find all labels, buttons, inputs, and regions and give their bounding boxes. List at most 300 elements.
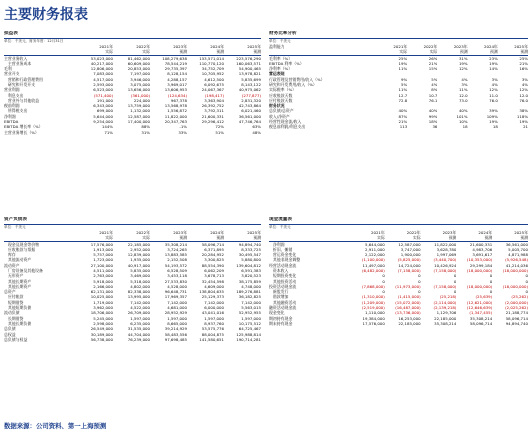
ratios-header-type: 预测: [490, 48, 498, 54]
ratios-row-label: 行政管理及营销费用/收入（%）: [269, 76, 325, 82]
cashflow-row-label: 折旧、摊销: [269, 246, 293, 252]
cashflow-cell: 0: [489, 278, 493, 284]
balance-header-type: 预测: [179, 234, 187, 240]
cashflow-cell: 21,188,774: [505, 310, 528, 316]
balance-cell: 44,704,000: [127, 331, 150, 337]
balance-cell: 138,804,635: [199, 289, 224, 295]
ratios-cell: 39%: [489, 108, 498, 114]
ratios-panel: [269, 31, 528, 130]
cashflow-cell: 5,644,000: [364, 241, 385, 247]
income-cell: 81,462,000: [127, 55, 150, 61]
balance-row-label: 其他长期资产: [4, 283, 32, 289]
cashflow-cell: 0: [382, 289, 385, 295]
balance-row-label: 厂房设备及其他设备: [4, 267, 43, 273]
income-cell: 6,523,000: [93, 87, 113, 93]
ratios-header-row: [269, 44, 528, 56]
cashflow-cell: 0: [525, 273, 528, 279]
ratios-cell: 16%: [519, 66, 528, 72]
ratios-cell: 40%: [398, 108, 408, 114]
income-cell: 13,606,953: [164, 87, 187, 93]
income-row-label: 主营业务成本: [4, 60, 32, 66]
balance-cell: 2,152,508: [167, 257, 187, 263]
income-cell: 4,612,500: [204, 76, 224, 82]
income-cell: 2,831,320: [241, 97, 261, 103]
balance-cell: 1,597,000: [167, 315, 187, 321]
cashflow-header-row: [269, 230, 528, 242]
income-cell: 3,792,311: [204, 108, 224, 114]
ratios-row-label: 实际税率（%）: [269, 87, 297, 93]
ratios-cell: 38%: [519, 108, 528, 114]
balance-cell: 62,131,000: [90, 289, 113, 295]
balance-cell: 3,453,118: [167, 273, 187, 279]
balance-cell: 76,239,000: [127, 336, 150, 342]
balance-header-year: 2022年: [136, 229, 150, 235]
cashflow-header-col: [421, 230, 457, 240]
cashflow-cell: 0: [453, 278, 457, 284]
ratios-cell: 21%: [519, 60, 528, 66]
income-cell: 7,197,000: [130, 71, 150, 77]
balance-cell: 190,714,281: [236, 336, 261, 342]
balance-cell: 5,835,000: [130, 267, 150, 273]
income-cell: 1,132,000: [130, 108, 150, 114]
ratios-header-col: [377, 44, 407, 54]
balance-header-year: 2025年: [247, 229, 261, 235]
income-header-type: 实际: [142, 48, 150, 54]
balance-row-label: 流动资产: [4, 262, 20, 268]
ratios-cell: 4%: [461, 76, 468, 82]
ratios-cell: 11%: [458, 87, 468, 93]
balance-cell: 64,725,467: [238, 326, 261, 332]
income-cell: 78,544,219: [164, 60, 187, 66]
income-row-label: 净利润: [4, 113, 16, 119]
income-header-col: [187, 44, 224, 54]
balance-cell: 2,763,000: [93, 273, 113, 279]
ratios-header-year: 2023年: [453, 43, 468, 49]
balance-title: 资产负债表: [4, 217, 27, 222]
ratios-header-year: 2024年: [484, 43, 498, 49]
cashflow-cell: (6,482,000): [361, 267, 385, 273]
ratios-cell: 18: [492, 124, 498, 130]
cashflow-row-label: 其他融资活动: [269, 299, 297, 305]
balance-cell: 8,333,725: [241, 246, 261, 252]
income-header-col: [150, 44, 187, 54]
income-row-label: 营业外与其他收益: [4, 97, 40, 103]
ratios-row-label: 收入/净资产: [269, 113, 290, 119]
ratios-row-label: 净利率（%）: [269, 66, 293, 72]
balance-cell: 17,576,000: [90, 241, 113, 247]
income-cell: 224,000: [133, 97, 150, 103]
cashflow-cell: 3,747,000: [400, 246, 421, 252]
cashflow-cell: (2,025,262): [505, 305, 528, 311]
cashflow-cell: 17,576,000: [362, 320, 385, 326]
balance-cell: 30,189,000: [90, 331, 113, 337]
cashflow-cell: (5,926,548): [505, 257, 528, 263]
income-cell: 13,759,000: [127, 103, 150, 109]
ratios-cell: 76.1: [428, 97, 438, 103]
balance-cell: 6,000,000: [204, 305, 224, 311]
income-cell: 71%: [104, 129, 113, 135]
ratios-row-label: 营运表现: [269, 71, 285, 77]
ratios-cell: 21%: [428, 60, 438, 66]
income-row-label: EBITDA: [4, 119, 19, 125]
ratios-cell: 19%: [519, 119, 528, 125]
ratios-cell: 21: [523, 124, 528, 130]
balance-header-year: 2024年: [210, 229, 224, 235]
income-cell: 4,517,000: [93, 76, 113, 82]
balance-cell: 26,709,000: [127, 310, 150, 316]
income-header-col: [76, 44, 113, 54]
data-source-footnote: 数据来源：公司资料、第一上海预测: [4, 422, 107, 430]
income-cell: 699,000: [96, 108, 113, 114]
balance-cell: 3,724,265: [167, 246, 187, 252]
balance-row-label: 总负债与权益: [4, 336, 28, 342]
balance-cell: 54,193,572: [164, 262, 187, 268]
ratios-cell: 36: [432, 124, 438, 130]
income-unit: 单位：千美元，财务年度：12月31日: [4, 38, 64, 43]
cashflow-row-label: 经营活动现金流: [269, 262, 297, 268]
cashflow-cell: 22,185,000: [398, 320, 421, 326]
cashflow-cell: (11,973,000): [395, 283, 421, 289]
balance-cell: 1,913,000: [93, 246, 113, 252]
cashflow-cell: (15,072,000): [395, 299, 421, 305]
balance-cell: 5,318,000: [130, 278, 150, 284]
cashflow-cell: 41,214,036: [505, 262, 528, 268]
ratios-cell: 23%: [489, 55, 498, 61]
ratios-cell: 10%: [458, 119, 468, 125]
balance-row-label: 总负债: [4, 326, 16, 332]
balance-cell: 4,528,000: [167, 283, 187, 289]
income-title: 损益表: [4, 31, 18, 36]
ratios-cell: 21%: [398, 119, 408, 125]
ratios-cell: 11%: [398, 66, 408, 72]
balance-cell: 3,469,000: [130, 273, 150, 279]
cashflow-cell: 1,900,000: [400, 252, 421, 258]
ratios-cell: 101%: [456, 113, 468, 119]
balance-cell: 4,609,000: [204, 283, 224, 289]
balance-header-year: 2023年: [173, 229, 187, 235]
balance-cell: 189,276,881: [236, 289, 261, 295]
cashflow-row-label: 其他非现金调整: [269, 257, 301, 263]
cashflow-cell: (16,487,000): [395, 305, 421, 311]
income-cell: (361,000): [130, 92, 150, 98]
balance-cell: 4,681,000: [167, 305, 187, 311]
cashflow-row-label: 融资活动现金流: [269, 305, 297, 311]
ratios-cell: 9%: [401, 76, 408, 82]
balance-cell: 18,706,000: [90, 310, 113, 316]
balance-cell: 7,142,000: [241, 299, 261, 305]
ratios-cell: 12.0: [519, 92, 528, 98]
cashflow-cell: 21,600,331: [469, 241, 493, 247]
ratios-row: [269, 124, 528, 129]
ratios-cell: 99%: [428, 113, 438, 119]
balance-row-label: 流动负债: [4, 310, 20, 316]
cashflow-cell: 4,871,988: [508, 252, 528, 258]
cashflow-header-col: [456, 230, 492, 240]
cashflow-header-label: [269, 230, 349, 240]
cashflow-header-type: 实际: [377, 234, 385, 240]
income-cell: 12,806,000: [90, 66, 113, 72]
balance-cell: 125,988,814: [236, 331, 261, 337]
ratios-cell: 25%: [519, 55, 528, 61]
cashflow-cell: 35,308,214: [469, 315, 493, 321]
balance-cell: 5,880,800: [241, 257, 261, 263]
ratios-cell: 8%: [431, 87, 438, 93]
cashflow-cell: (1,415,000): [397, 294, 421, 300]
income-cell: 967,378: [170, 97, 187, 103]
income-cell: 29,296,412: [201, 119, 224, 125]
balance-cell: 27,100,000: [90, 262, 113, 268]
cashflow-cell: (18,000,000): [502, 283, 528, 289]
balance-cell: 4,802,000: [130, 283, 150, 289]
cashflow-cell: 3,628,780: [436, 246, 457, 252]
income-cell: 5,835,699: [241, 76, 261, 82]
income-cell: 20,347,763: [164, 119, 187, 125]
ratios-row-label: 应收账款天数: [269, 92, 293, 98]
cashflow-cell: (18,000,000): [466, 267, 493, 273]
ratios-cell: 12.0: [458, 92, 468, 98]
balance-row-label: 其他长期资产: [4, 278, 32, 284]
cashflow-cell: 0: [418, 273, 421, 279]
income-cell: 5,644,000: [93, 113, 113, 119]
income-cell: 33%: [178, 129, 187, 135]
balance-cell: 1,597,000: [130, 315, 150, 321]
cashflow-cell: (1,310,000): [361, 294, 385, 300]
cashflow-header-type: 预测: [520, 234, 528, 240]
ratios-cell: 73.0: [458, 97, 468, 103]
ratios-cell: 118%: [516, 113, 528, 119]
income-row-label: 主营业务收入: [4, 55, 28, 61]
cashflow-cell: (18,000,000): [466, 283, 493, 289]
balance-cell: 25,129,373: [201, 294, 224, 300]
cashflow-cell: (2,519,000): [361, 305, 385, 311]
ratios-cell: 26%: [428, 55, 438, 61]
balance-header-year: 2021年: [99, 229, 113, 235]
cashflow-cell: 58,096,714: [505, 315, 528, 321]
balance-cell: 43,041,016: [201, 310, 224, 316]
balance-row: [4, 337, 261, 342]
cashflow-cell: 0: [453, 273, 457, 279]
cashflow-row-label: 新股发行: [269, 289, 289, 295]
ratios-cell: 12%: [458, 66, 468, 72]
balance-header-row: [4, 230, 261, 242]
cashflow-cell: (1,209,000): [361, 299, 385, 305]
balance-cell: 35,308,214: [164, 241, 187, 247]
balance-cell: 17,969,357: [164, 294, 187, 300]
cashflow-title: 现金流量表: [269, 217, 292, 222]
cashflow-cell: 14,724,000: [398, 262, 421, 268]
balance-cell: 6,062,209: [204, 267, 224, 273]
balance-panel: [4, 217, 261, 342]
balance-cell: 139,604,812: [236, 262, 261, 268]
balance-header-col: [113, 230, 150, 240]
cashflow-cell: 94,894,740: [505, 320, 528, 326]
cashflow-row-label: 期末持有现金: [269, 320, 293, 326]
income-cell: 9,254,000: [93, 119, 113, 125]
cashflow-header-col: [385, 230, 421, 240]
cashflow-row-label: 投资活动现金流: [269, 283, 297, 289]
cashflow-cell: (2,139,218): [433, 305, 457, 311]
balance-cell: 82,338,000: [127, 289, 150, 295]
balance-cell: 1,719,000: [93, 299, 113, 305]
income-header-type: 实际: [105, 48, 113, 54]
income-header-type: 预测: [253, 48, 261, 54]
cashflow-cell: 0: [418, 278, 421, 284]
balance-cell: 31,535,000: [127, 326, 150, 332]
cashflow-cell: 0: [525, 289, 528, 295]
cashflow-cell: 19,384,000: [362, 315, 385, 321]
balance-cell: 88,004,875: [201, 331, 224, 337]
cashflow-row-label: 短期投资变化: [269, 273, 297, 279]
balance-cell: 1,723,000: [93, 257, 113, 263]
ratios-cell: 12%: [489, 87, 498, 93]
balance-cell: 5,563,015: [241, 305, 261, 311]
ratios-cell: 5%: [431, 76, 438, 82]
cashflow-cell: (2,114,000): [433, 299, 457, 305]
balance-cell: 141,580,651: [199, 336, 224, 342]
balance-cell: 2,598,000: [93, 320, 113, 326]
balance-header-col: [76, 230, 113, 240]
income-cell: 4,288,157: [167, 76, 187, 82]
balance-cell: 10,175,512: [238, 320, 261, 326]
income-row-label: 营业利润: [4, 87, 20, 93]
ratios-cell: 19%: [489, 60, 498, 66]
income-cell: 6,092,675: [204, 81, 224, 87]
balance-cell: 2,166,000: [93, 283, 113, 289]
cashflow-header-col: [492, 230, 528, 240]
cashflow-cell: 11,822,000: [434, 241, 457, 247]
cashflow-cell: 16,253,000: [398, 315, 421, 321]
cashflow-cell: 58,096,714: [469, 320, 493, 326]
income-cell: 13,978,821: [238, 71, 261, 77]
income-row-label: 研究和开发开支: [4, 81, 36, 87]
income-cell: 34,752,709: [201, 66, 224, 72]
ratios-header-year: 2021年: [393, 43, 408, 49]
balance-row-label: 现金及现金等价物: [4, 241, 40, 247]
income-cell: 110,770,120: [199, 60, 224, 66]
cashflow-header-year: 2023年: [442, 229, 457, 235]
income-cell: 20,853,000: [127, 66, 150, 72]
balance-cell: 36,182,825: [238, 294, 261, 300]
cashflow-cell: 2,122,000: [364, 252, 385, 258]
balance-row-label: 应付帐款: [4, 294, 24, 300]
balance-row-label: 总权益: [4, 331, 16, 337]
cashflow-header-year: 2025年: [514, 229, 528, 235]
balance-cell: 6,528,509: [167, 267, 187, 273]
balance-header-type: 实际: [142, 234, 150, 240]
cashflow-panel: [269, 217, 528, 326]
cashflow-header-type: 预测: [448, 234, 457, 240]
ratios-row-label: EBITDA 利率（%）: [269, 60, 304, 66]
cashflow-cell: (10,353,000): [466, 257, 493, 263]
ratios-cell: 11%: [398, 87, 408, 93]
balance-row-label: 应收账款与票据: [4, 246, 36, 252]
cashflow-row: [269, 321, 528, 326]
income-header-year: 2023年: [173, 43, 187, 49]
balance-cell: 53,575,776: [201, 326, 224, 332]
cashflow-row-label: 净利润: [269, 241, 285, 247]
page-title: 主要财务报表: [4, 7, 88, 23]
income-header-year: 2024年: [210, 43, 224, 49]
balance-cell: 3,820,523: [241, 273, 261, 279]
cashflow-cell: 2,911,000: [364, 246, 385, 252]
ratios-cell: 76.0: [489, 97, 498, 103]
income-cell: 31%: [141, 129, 150, 135]
income-cell: 36,561,000: [238, 113, 261, 119]
balance-cell: 27,533,830: [164, 278, 187, 284]
income-row-label: 所得税支出: [4, 108, 28, 114]
income-cell: 3,946,000: [130, 76, 150, 82]
balance-cell: 20,284,952: [201, 252, 224, 258]
income-header-year: 2022年: [136, 43, 150, 49]
income-cell: (571,400): [93, 92, 113, 98]
balance-row-label: 其他短期负债: [4, 305, 32, 311]
ratios-cell: 25%: [398, 55, 408, 61]
cashflow-cell: 0: [489, 289, 493, 295]
balance-cell: 2,952,000: [130, 246, 150, 252]
income-cell: 6,343,000: [93, 103, 113, 109]
balance-cell: 58,483,556: [164, 331, 187, 337]
income-cell: 1,556,872: [167, 108, 187, 114]
income-cell: 144%: [101, 124, 113, 130]
income-cell: 13,656,000: [127, 87, 150, 93]
balance-cell: 4,748,000: [241, 283, 261, 289]
ratios-header-col: [437, 44, 467, 54]
ratios-cell: 10.7: [428, 92, 438, 98]
balance-cell: 22,185,000: [127, 241, 150, 247]
cashflow-cell: 1,129,706: [436, 310, 457, 316]
balance-row-label: 其他长期负债: [4, 320, 32, 326]
cashflow-cell: (25,218): [439, 294, 457, 300]
income-header-col: [113, 44, 150, 54]
balance-cell: 26,549,000: [90, 326, 113, 332]
income-cell: 2,593,000: [93, 81, 113, 87]
income-row-label: 主营业务增长（%）: [4, 129, 39, 135]
ratios-cell: 40%: [428, 108, 438, 114]
income-row-label: 利息支出: [4, 92, 24, 98]
ratios-cell: 18: [462, 124, 468, 130]
income-row-label: 税前利润: [4, 103, 20, 109]
ratios-row-label: 总负债/总资产: [269, 108, 294, 114]
balance-cell: 12,839,000: [127, 252, 150, 258]
balance-cell: 30,495,547: [238, 252, 261, 258]
cashflow-row-label: 其他投资活动: [269, 278, 297, 284]
income-cell: 223,576,290: [236, 55, 261, 61]
balance-header-type: 预测: [216, 234, 224, 240]
cashflow-cell: 12,587,000: [398, 241, 421, 247]
income-row-label: 毛利: [4, 66, 12, 72]
cashflow-cell: (2,000,000): [505, 299, 528, 305]
ratios-cell: 4%: [521, 81, 528, 87]
ratios-cell: 12.7: [398, 92, 408, 98]
cashflow-cell: 5,005,700: [508, 246, 528, 252]
ratios-cell: 4%: [431, 81, 438, 87]
balance-cell: 32,454,598: [201, 278, 224, 284]
balance-cell: 7,142,000: [130, 299, 150, 305]
ratios-cell: 19%: [458, 60, 468, 66]
income-panel: [4, 31, 261, 135]
balance-header-type: 实际: [105, 234, 113, 240]
cashflow-cell: (7,158,000): [397, 267, 421, 273]
ratios-header-type: 预测: [520, 48, 528, 54]
ratios-header-year: 2025年: [514, 43, 528, 49]
ratios-header-year: 2022年: [423, 43, 438, 49]
income-cell: -1%: [179, 124, 187, 130]
balance-cell: 3,962,000: [93, 305, 113, 311]
balance-cell: 97,698,485: [164, 336, 187, 342]
income-cell: 40,975,062: [238, 87, 261, 93]
balance-cell: 88,554,390: [201, 262, 224, 268]
balance-cell: 40,917,000: [127, 262, 150, 268]
